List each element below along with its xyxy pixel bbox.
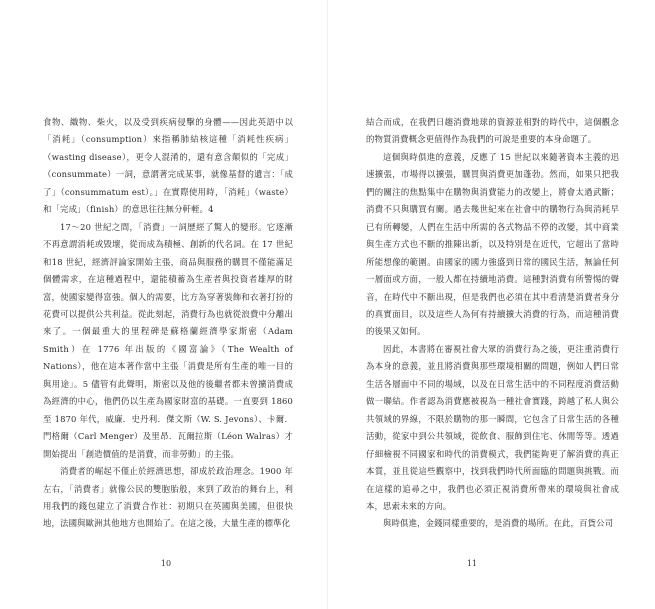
right-page xyxy=(328,0,655,609)
left-page xyxy=(0,0,327,609)
paragraph: 因此，本書將在審視社會大眾的消費行為之後，更注重消費行為本身的意義，並且將消費與那些環境相關的問題，例如人們日常生活各層面中不同的場域，以及在日常生活中的不同程度消費活動做一聯結。作者認為消費應被視為一種社會實踐，跨越了私人與公共領域的界線，不限於購物的那一瞬間，它包含了日常生活的各種活動，從家中到公共領域，從飲食、服飾到住宅、休閒等等。透過仔細檢視不同國家和時代的消費模式，我們能夠更了解消費的真正本質，並且從這些觀察中，找到我們時代所面臨的問題與挑戰。而在這樣的追尋之中，我們也必須正視消費所帶來的環境與社會成本，思索未來的方向。 xyxy=(366,343,619,511)
page-number: 10 xyxy=(160,559,172,568)
paragraph: 這個與時俱進的意義，反應了 15 世紀以來隨著資本主義的迅速擴張，市場得以擴張，購買與消費更加蓬勃。然而，如果只把我們的關注的焦點集中在購物與消費能力的改變上，將會太過武斷；消費不只與購買有關。過去幾世紀來在社會中的購物行為與消耗早已有所轉變，人們在生活中所需的各式物品不停的改變，其中商業與生產方式也不斷的推陳出新，以及特別是在近代，它超出了當時所能想像的範圍。由國家的國力強盛到日常的國民生活，無論任何一層面或方面，一般人都在持續地消費。這種對消費有所警惕的聲音，在時代中不斷出現，但是我們也必須在其中看清楚消費者身分的真實面目，以及這些人為何有持續擴大消費的行為，而這種消費的後果又如何。 xyxy=(366,151,619,337)
paragraph: 與時俱進，金錢同樣重要的，是消費的場所。在此，百貨公司 xyxy=(383,518,614,529)
left-page-text xyxy=(43,114,293,533)
paragraph: 消費者的崛起不僅止於經濟思想，卻成於政治理念。1900 年左右，「消費者」就像公民的雙胞胎般，來到了政治的舞台上，利用我們的錢包建立了消費合作社：初期只在英國與美國，但很快地，法國與歐洲其他地方也開始了。在這之後，大量生產的標準化 xyxy=(43,466,293,529)
right-page-text xyxy=(366,114,619,533)
page-number: 11 xyxy=(466,559,478,568)
paragraph: 17～20 世紀之間，「消費」一詞歷經了驚人的變形。它逐漸不再意謂消耗或毀壞，從而成為積極、創新的代名詞。在 17 世紀和18 世紀，經濟評論家開始主張，商品與服務的購買不僅能滿足個體需求，在這種過程中，還能積蓄為生產者與投資者雄厚的財富，使國家變得富強。個人的需要，比方為穿著裝飾和衣著打扮的花費可以提供公共利益。從此刻起，消費行為也就從浪費中分離出來了。一個最重大的里程碑是蘇格蘭經濟學家斯密（Adam Smith）在 1776 年出版的《國富論》（The Wealth of Nations），他在這本著作當中主張「消費是所有生產的唯一目的與用途」。5 儘管有此聲明，斯密以及他的後繼者都未曾擴消費成為經濟的中心，他們仍以生產為國家財富的基礎。一直要到 1860 至 1870 年代，威廉．史丹利．傑文斯（W. S. Jevons）、卡爾．門格爾（Carl Menger）及里昂．瓦爾拉斯（Léon Walras）才開始提出「創造價值的是消費，而非勞動」的主張。 xyxy=(43,221,293,459)
paragraph: 結合而成，在我們日趨消費地球的資源並相對的時代中，這個觀念的物質消費概念更值得作為我們的可說是重要的本身命題了。 xyxy=(366,117,619,145)
paragraph: 食物、織物、柴火，以及受到疾病侵擊的身體——因此英語中以「消耗」（consumption）來指稱肺結核這種「消耗性疾病」（wasting disease），更令人混淆的，還有意含顛似的「完成」（consummate）一詞，意謂著完成某事，就像基督的遺言：「成了」（consummatum est）。」在實際使用時，「消耗」（waste）和「完成」（finish）的意思往往無分軒輊。4 xyxy=(43,117,293,215)
